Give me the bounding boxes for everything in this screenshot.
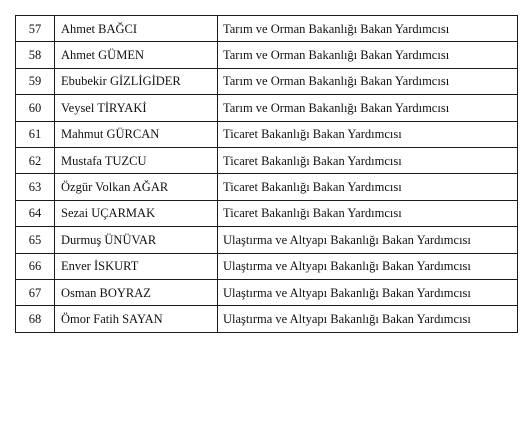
position-title: Ulaştırma ve Altyapı Bakanlığı Bakan Yardımcısı (218, 306, 518, 332)
position-title: Ulaştırma ve Altyapı Bakanlığı Bakan Yardımcısı (218, 279, 518, 305)
person-name: Durmuş ÜNÜVAR (55, 227, 218, 253)
table-row (16, 68, 518, 94)
row-number: 61 (16, 121, 55, 147)
row-number: 67 (16, 279, 55, 305)
row-number: 65 (16, 227, 55, 253)
row-number: 68 (16, 306, 55, 332)
position-title: Ulaştırma ve Altyapı Bakanlığı Bakan Yardımcısı (218, 253, 518, 279)
person-name: Sezai UÇARMAK (55, 200, 218, 226)
position-title: Ticaret Bakanlığı Bakan Yardımcısı (218, 147, 518, 173)
table-row (16, 16, 518, 42)
row-number: 62 (16, 147, 55, 173)
table-row (16, 121, 518, 147)
row-number: 63 (16, 174, 55, 200)
table-row (16, 253, 518, 279)
person-name: Osman BOYRAZ (55, 279, 218, 305)
table-row (16, 174, 518, 200)
position-title: Ticaret Bakanlığı Bakan Yardımcısı (218, 174, 518, 200)
table-row (16, 306, 518, 332)
table-row (16, 200, 518, 226)
person-name: Özgür Volkan AĞAR (55, 174, 218, 200)
person-name: Ömor Fatih SAYAN (55, 306, 218, 332)
person-name: Ahmet BAĞCI (55, 16, 218, 42)
person-name: Ahmet GÜMEN (55, 42, 218, 68)
table-row (16, 227, 518, 253)
table-row (16, 95, 518, 121)
position-title: Ticaret Bakanlığı Bakan Yardımcısı (218, 121, 518, 147)
position-title: Tarım ve Orman Bakanlığı Bakan Yardımcısı (218, 42, 518, 68)
row-number: 57 (16, 16, 55, 42)
person-name: Mustafa TUZCU (55, 147, 218, 173)
position-title: Ulaştırma ve Altyapı Bakanlığı Bakan Yardımcısı (218, 227, 518, 253)
row-number: 58 (16, 42, 55, 68)
table-row (16, 279, 518, 305)
person-name: Enver İSKURT (55, 253, 218, 279)
person-name: Mahmut GÜRCAN (55, 121, 218, 147)
appointment-table (15, 15, 518, 333)
position-title: Tarım ve Orman Bakanlığı Bakan Yardımcısı (218, 95, 518, 121)
position-title: Tarım ve Orman Bakanlığı Bakan Yardımcısı (218, 16, 518, 42)
row-number: 59 (16, 68, 55, 94)
position-title: Ticaret Bakanlığı Bakan Yardımcısı (218, 200, 518, 226)
row-number: 64 (16, 200, 55, 226)
row-number: 60 (16, 95, 55, 121)
person-name: Veysel TİRYAKİ (55, 95, 218, 121)
row-number: 66 (16, 253, 55, 279)
person-name: Ebubekir GİZLİGİDER (55, 68, 218, 94)
table-row (16, 147, 518, 173)
position-title: Tarım ve Orman Bakanlığı Bakan Yardımcısı (218, 68, 518, 94)
table-row (16, 42, 518, 68)
